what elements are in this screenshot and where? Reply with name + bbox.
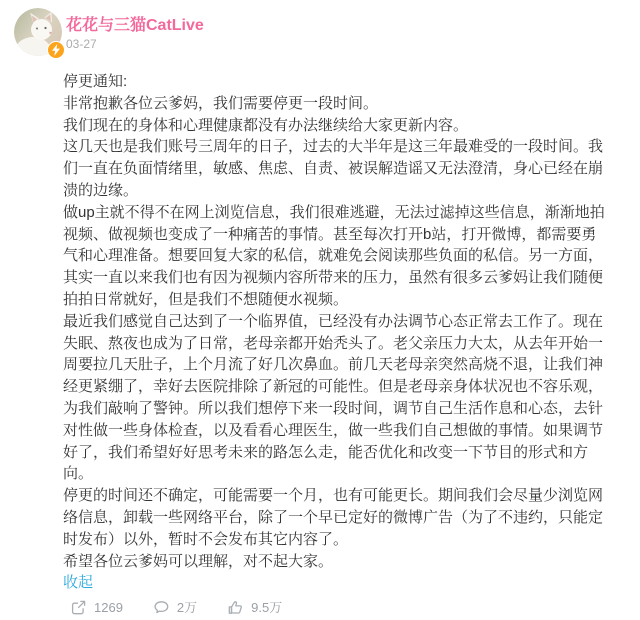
post-body [63, 71, 608, 594]
comment-icon [153, 599, 170, 616]
collapse-link[interactable]: 收起 [63, 574, 94, 592]
post-date: 03-27 [66, 37, 97, 51]
action-bar [70, 599, 640, 616]
post-paragraph: 停更通知: [63, 73, 128, 90]
post-paragraph: 停更的时间还不确定，可能需要一个月，也有可能更长。期间我们会尽量少浏览网络信息，卸载一些网络平台，除了一个早已定好的微博广告（为了不违约，只能定时发布）以外，暂时不会发布其它内容了。 [63, 487, 604, 548]
like-button[interactable] [227, 599, 282, 616]
share-count: 1269 [94, 600, 123, 616]
avatar[interactable] [14, 8, 62, 56]
lightning-badge-icon [47, 41, 65, 59]
post-paragraph: 最近我们感觉自己达到了一个临界值，已经没有办法调节心态正常去工作了。现在失眠、熬夜也成为了日常，老母亲都开始秃头了。老父亲压力大太，从去年开始一周要拉几天肚子，上个月流了好几次鼻血。前几天老母亲突然高烧不退，让我们神经更紧绷了，幸好去医院排除了新冠的可能性。但是老母亲身体状况也不容乐观，为我们敲响了警钟。所以我们想停下来一段时间，调节自己生活作息和心态，去针对性做一些身体检查，以及看看心理医生，做一些我们自己想做的事情。如果调节好了，我们希望好好思考未来的路怎么走，能否优化和改变一下节目的形式和方向。 [63, 312, 604, 483]
thumbs-up-icon [227, 599, 244, 616]
comment-button[interactable] [153, 599, 197, 616]
post-paragraph: 希望各位云爹妈可以理解，对不起大家。 [63, 552, 334, 570]
post-paragraph: 做up主就不得不在网上浏览信息，我们很难逃避，无法过滤掉这些信息，渐渐地拍视频、做视频也变成了一种痛苦的事情。甚至每次打开b站，打开微博，都需要勇气和心理准备。想要回复大家的私信，就难免会阅读那些负面的私信。另一方面，其实一直以来我们也有因为视频内容所带来的压力，虽然有很多云爹妈让我们随便拍拍日常就好，但是我们不想随便水视频。 [63, 203, 605, 308]
username-link[interactable]: 花花与三猫CatLive [66, 17, 204, 34]
like-count: 9.5万 [251, 600, 283, 616]
comment-count: 2万 [176, 600, 198, 616]
share-icon [70, 599, 87, 616]
post-paragraph: 非常抱歉各位云爹妈，我们需要停更一段时间。 [63, 94, 379, 112]
post-header [0, 0, 640, 62]
post-paragraph: 这几天也是我们账号三周年的日子，过去的大半年是这三年最难受的一段时间。我们一直在负面情绪里，敏感、焦虑、自责、被误解造谣又无法澄清，身心已经在崩溃的边缘。 [63, 138, 604, 199]
share-button[interactable] [70, 599, 123, 616]
post-paragraph: 我们现在的身体和心理健康都没有办法继续给大家更新内容。 [63, 116, 469, 134]
